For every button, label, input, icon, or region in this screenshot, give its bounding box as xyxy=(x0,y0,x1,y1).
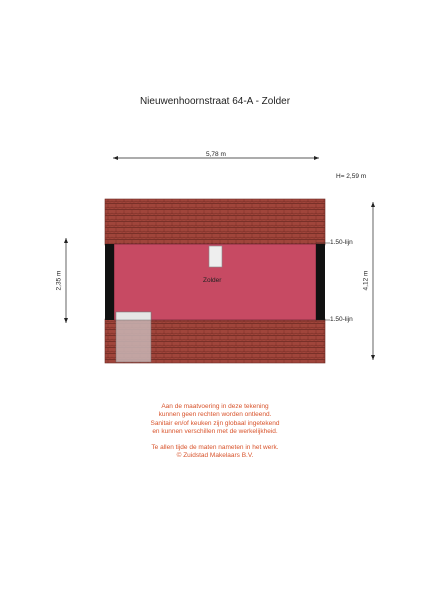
copyright: © Zuidstad Makelaars B.V. xyxy=(176,452,254,460)
disclaimer-line: en kunnen verschillen met de werkelijkheid. xyxy=(152,427,278,435)
disclaimer-line: Te allen tijde de maten nameten in het werk. xyxy=(151,444,279,452)
skylight xyxy=(209,246,222,267)
line-label-bottom: 1.50-lijn xyxy=(330,316,353,323)
page-title: Nieuwenhoornstraat 64-A - Zolder xyxy=(139,96,291,107)
disclaimer-line: kunnen geen rechten worden ontleend. xyxy=(158,411,272,419)
right-depth-label: 4,12 m xyxy=(362,270,370,291)
disclaimer xyxy=(0,403,430,461)
disclaimer-spacer xyxy=(0,436,430,444)
wall-right xyxy=(316,244,325,320)
wall-left xyxy=(105,244,114,320)
left-depth-label: 2,35 m xyxy=(55,270,63,291)
left-depth-dimension xyxy=(64,238,68,323)
line-label-top: 1.50-lijn xyxy=(330,239,353,246)
roof-top xyxy=(105,199,325,245)
height-note: H= 2,59 m xyxy=(336,173,367,180)
disclaimer-line: Aan de maatvoering in deze tekening xyxy=(161,403,269,410)
right-depth-dimension xyxy=(371,202,375,360)
width-label: 5,78 m xyxy=(206,151,226,158)
stair-area xyxy=(116,312,151,362)
room-label: Zolder xyxy=(203,277,222,284)
disclaimer-line: Sanitair en/of keuken zijn globaal ingetekend xyxy=(150,419,280,427)
